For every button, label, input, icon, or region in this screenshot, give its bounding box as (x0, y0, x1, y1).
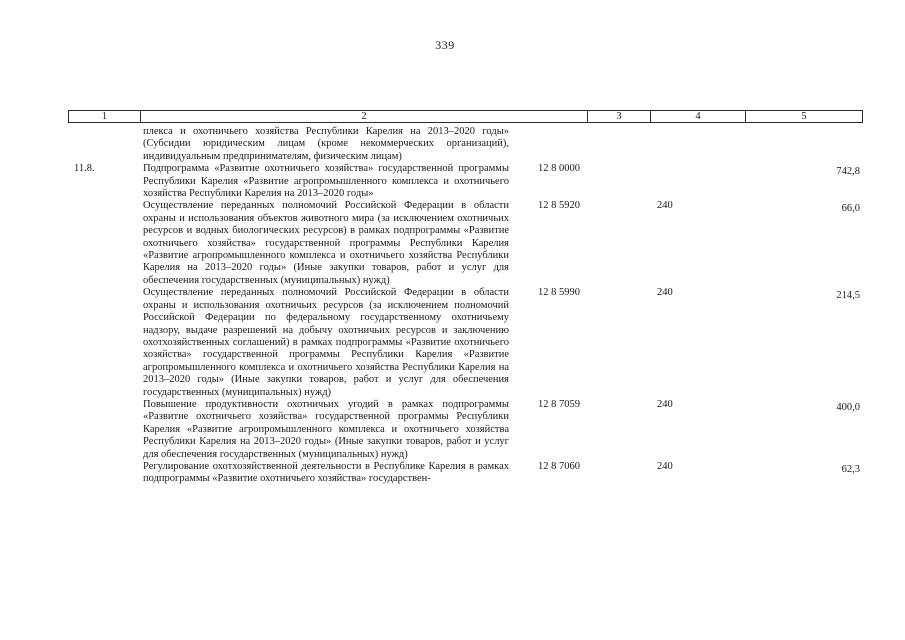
table-header (68, 110, 863, 123)
row-description: Регулирование охотхозяйственной деятельности в Республике Карелия в рамках подпрограммы «Развитие охотничьего хозяйства» государствен- (143, 460, 509, 485)
row-description: Подпрограмма «Развитие охотничьего хозяйства» государственной программы Республики Карелия «Развитие агропромышленного комплекса и охотничьего хозяйства Республики Карелия на 2013–2020 годы» (143, 163, 509, 200)
row-amount: 62,3 (841, 463, 860, 475)
header-col-5: 5 (745, 111, 862, 122)
row-amount: 742,8 (836, 166, 860, 178)
table-row (68, 287, 863, 399)
row-code: 12 8 7059 (538, 398, 580, 410)
header-col-3: 3 (587, 111, 650, 122)
header-col-2: 2 (140, 111, 587, 122)
row-expense-type: 240 (657, 287, 673, 299)
header-col-4: 4 (650, 111, 745, 122)
table-row (68, 461, 863, 486)
row-code: 12 8 5920 (538, 200, 580, 212)
table-body (68, 126, 863, 486)
row-code: 12 8 0000 (538, 163, 580, 175)
row-expense-type: 240 (657, 398, 673, 410)
table-row (68, 126, 863, 163)
row-description: Осуществление переданных полномочий Российской Федерации в области охраны и использования охотничьих ресурсов (за исключением полномочий Российской Федерации по федеральному государственному охотничьему надзору, выдаче разрешений на добычу охотничьих ресурсов и заключению охотхозяйственных соглашений) в рамках подпрограммы «Развитие охотничьего хозяйства» государственной программы Республики Карелия «Развитие агропромышленного комплекса и охотничьего хозяйства Республики Карелия на 2013–2020 годы» (Иные закупки товаров, работ и услуг для обеспечения государственных (муниципальных) нужд) (143, 287, 509, 398)
row-expense-type: 240 (657, 460, 673, 472)
row-amount: 66,0 (841, 203, 860, 215)
row-description: Повышение продуктивности охотничьих угодий в рамках подпрограммы «Развитие охотничьего хозяйства» государственной программы Республики Карелия «Развитие агропромышленного комплекса и охотничьего хозяйства Республики Карелия на 2013–2020 годы» (Иные закупки товаров, работ и услуг для обеспечения государственных (муниципальных) нужд) (143, 398, 509, 460)
row-code: 12 8 5990 (538, 287, 580, 299)
row-amount: 400,0 (836, 401, 860, 413)
row-expense-type: 240 (657, 200, 673, 212)
table-row (68, 163, 863, 200)
row-description: плекса и охотничьего хозяйства Республики Карелия на 2013–2020 годы» (Субсидии юридическим лицам (кроме некоммерческих организаций), индивидуальным предпринимателям, физическим лицам) (143, 126, 509, 162)
table-row (68, 399, 863, 461)
header-col-1: 1 (101, 111, 108, 122)
row-amount: 214,5 (836, 290, 860, 302)
page-number: 339 (435, 38, 455, 52)
table-row (68, 200, 863, 287)
row-code: 12 8 7060 (538, 460, 580, 472)
row-description: Осуществление переданных полномочий Российской Федерации в области охраны и использования объектов животного мира (за исключением охотничьих ресурсов и водных биологических ресурсов) в рамках подпрограммы «Развитие охотничьего хозяйства» государственной программы Республики Карелия «Развитие агропромышленного комплекса и охотничьего хозяйства Республики Карелия на 2013–2020 годы» (Иные закупки товаров, работ и услуг для обеспечения государственных (муниципальных) нужд) (143, 200, 509, 286)
row-number: 11.8. (74, 163, 95, 175)
